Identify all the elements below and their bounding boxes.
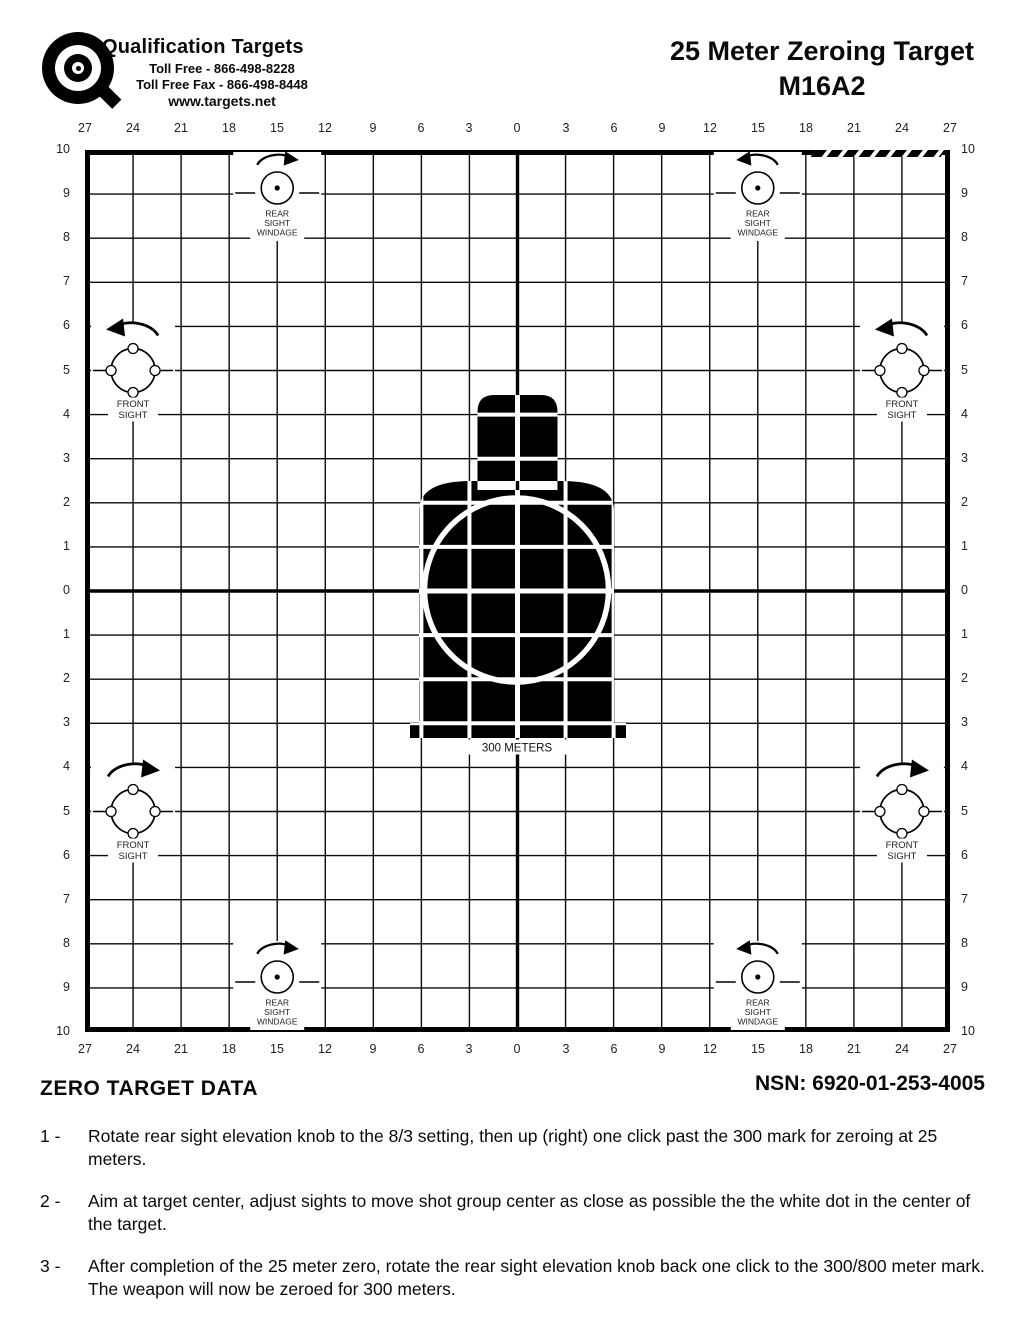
y-axis-label: 7 xyxy=(961,274,968,288)
y-axis-label: 4 xyxy=(63,759,70,773)
y-axis-label: 9 xyxy=(63,186,70,200)
y-axis-label: 6 xyxy=(961,848,968,862)
dial-label: SIGHT xyxy=(744,1007,771,1017)
dial-label: SIGHT xyxy=(744,218,771,228)
x-axis-label: 3 xyxy=(562,1042,570,1056)
x-axis-label: 6 xyxy=(610,1042,618,1056)
y-axis-label: 10 xyxy=(961,1024,975,1038)
front-sight-dial-bottom-left xyxy=(91,760,175,863)
y-axis-label: 3 xyxy=(63,715,70,729)
y-axis-label: 2 xyxy=(63,495,70,509)
front-sight-dial-top-left xyxy=(91,319,175,422)
x-axis-label: 6 xyxy=(417,1042,425,1056)
y-axis-label: 2 xyxy=(63,671,70,685)
y-axis-label: 5 xyxy=(63,804,70,818)
y-axis-label: 5 xyxy=(961,363,968,377)
dial-label: FRONT xyxy=(885,840,919,851)
dial-label: FRONT xyxy=(116,399,150,410)
y-axis-label: 8 xyxy=(961,936,968,950)
x-axis-label: 3 xyxy=(562,121,570,135)
instruction-item xyxy=(40,1125,985,1171)
x-axis-label: 24 xyxy=(895,121,909,135)
y-axis-label: 2 xyxy=(961,671,968,685)
x-axis-label: 15 xyxy=(270,121,284,135)
front-sight-dial-top-right xyxy=(860,319,944,422)
title-line-1: 25 Meter Zeroing Target xyxy=(669,36,975,66)
dial-label: REAR xyxy=(745,997,770,1008)
y-axis-label: 6 xyxy=(63,848,70,862)
dial-label: FRONT xyxy=(116,840,150,851)
x-axis-label: 21 xyxy=(847,1042,861,1056)
dial-label: FRONT xyxy=(885,399,919,410)
y-axis-label: 5 xyxy=(63,363,70,377)
instruction-number: 1 - xyxy=(40,1126,61,1146)
x-axis-label: 27 xyxy=(78,121,92,135)
x-axis-label: 21 xyxy=(174,1042,188,1056)
y-axis-label: 10 xyxy=(56,1024,70,1038)
rear-sight-windage-dial-top-left xyxy=(233,151,321,241)
y-axis-label: 7 xyxy=(63,274,70,288)
x-axis-label: 21 xyxy=(174,121,188,135)
dial-label: REAR xyxy=(745,208,770,219)
x-axis-label: 3 xyxy=(465,121,473,135)
dial-label: REAR xyxy=(265,208,290,219)
toll-free-fax-number: Toll Free Fax - 866-498-8448 xyxy=(136,77,308,92)
x-axis-label: 9 xyxy=(658,121,666,135)
y-axis-label: 3 xyxy=(961,451,968,465)
x-axis-label: 27 xyxy=(943,121,957,135)
x-axis-label: 12 xyxy=(703,1042,717,1056)
x-axis-label: 24 xyxy=(895,1042,909,1056)
dial-label: WINDAGE xyxy=(256,1016,298,1027)
y-axis-label: 0 xyxy=(961,583,968,597)
dial-label: SIGHT xyxy=(887,851,917,862)
dial-label: SIGHT xyxy=(264,218,291,228)
x-axis-label: 15 xyxy=(270,1042,284,1056)
x-axis-label: 18 xyxy=(222,1042,236,1056)
website: www.targets.net xyxy=(168,93,276,109)
y-axis-label: 3 xyxy=(961,715,968,729)
instruction-number: 3 - xyxy=(40,1256,61,1276)
x-axis-label: 18 xyxy=(222,121,236,135)
y-axis-label: 10 xyxy=(961,142,975,156)
range-label: 300 METERS xyxy=(481,742,553,755)
y-axis-label: 7 xyxy=(961,892,968,906)
y-axis-label: 7 xyxy=(63,892,70,906)
y-axis-label: 5 xyxy=(961,804,968,818)
x-axis-label: 3 xyxy=(465,1042,473,1056)
y-axis-label: 8 xyxy=(63,936,70,950)
x-axis-label: 9 xyxy=(369,1042,377,1056)
dial-label: SIGHT xyxy=(264,1007,291,1017)
x-axis-label: 0 xyxy=(513,121,521,135)
x-axis-label: 15 xyxy=(751,121,765,135)
zero-target-data-heading: ZERO TARGET DATA xyxy=(40,1077,258,1100)
nsn-number: NSN: 6920-01-253-4005 xyxy=(755,1072,985,1095)
x-axis-label: 12 xyxy=(703,121,717,135)
rear-sight-windage-dial-bottom-left xyxy=(233,940,321,1030)
dial-label: WINDAGE xyxy=(256,227,298,238)
x-axis-label: 0 xyxy=(513,1042,521,1056)
y-axis-label: 2 xyxy=(961,495,968,509)
y-axis-label: 10 xyxy=(56,142,70,156)
y-axis-label: 1 xyxy=(961,539,968,553)
x-axis-label: 15 xyxy=(751,1042,765,1056)
x-axis-label: 6 xyxy=(610,121,618,135)
x-axis-label: 12 xyxy=(318,121,332,135)
company-name: Qualification Targets xyxy=(102,36,304,58)
y-axis-label: 3 xyxy=(63,451,70,465)
x-axis-label: 18 xyxy=(799,1042,813,1056)
x-axis-label: 9 xyxy=(658,1042,666,1056)
y-axis-label: 8 xyxy=(961,230,968,244)
y-axis-label: 9 xyxy=(63,980,70,994)
x-axis-label: 18 xyxy=(799,121,813,135)
rear-sight-windage-dial-bottom-right xyxy=(714,940,802,1030)
dial-label: SIGHT xyxy=(118,851,148,862)
y-axis-label: 4 xyxy=(961,407,968,421)
title-line-2: M16A2 xyxy=(778,71,866,101)
instruction-text: Rotate rear sight elevation knob to the 8/3 setting, then up (right) one click past the 300 mark for zeroing at 25 meters. xyxy=(88,1126,938,1169)
instruction-item xyxy=(40,1255,985,1301)
y-axis-label: 6 xyxy=(961,318,968,332)
instruction-text: After completion of the 25 meter zero, rotate the rear sight elevation knob back one click to the 300/800 meter mark. The weapon will now be zeroed for 300 meters. xyxy=(88,1256,985,1299)
x-axis-label: 27 xyxy=(78,1042,92,1056)
instruction-number: 2 - xyxy=(40,1191,61,1211)
y-axis-label: 8 xyxy=(63,230,70,244)
x-axis-label: 27 xyxy=(943,1042,957,1056)
x-axis-label: 9 xyxy=(369,121,377,135)
y-axis-label: 4 xyxy=(961,759,968,773)
y-axis-label: 1 xyxy=(63,627,70,641)
dial-label: REAR xyxy=(265,997,290,1008)
y-axis-label: 4 xyxy=(63,407,70,421)
dial-label: WINDAGE xyxy=(737,1016,779,1027)
zeroing-grid xyxy=(85,150,950,1032)
x-axis-label: 21 xyxy=(847,121,861,135)
y-axis-label: 6 xyxy=(63,318,70,332)
instruction-item xyxy=(40,1190,985,1236)
y-axis-label: 1 xyxy=(961,627,968,641)
instruction-text: Aim at target center, adjust sights to move shot group center as close as possible the the white dot in the center of the target. xyxy=(88,1191,971,1234)
dial-label: SIGHT xyxy=(887,410,917,421)
y-axis-label: 9 xyxy=(961,186,968,200)
rear-sight-windage-dial-top-right xyxy=(714,151,802,241)
x-axis-label: 6 xyxy=(417,121,425,135)
x-axis-label: 24 xyxy=(126,121,140,135)
y-axis-label: 1 xyxy=(63,539,70,553)
toll-free-number: Toll Free - 866-498-8228 xyxy=(149,61,295,76)
y-axis-label: 0 xyxy=(63,583,70,597)
front-sight-dial-bottom-right xyxy=(860,760,944,863)
x-axis-label: 12 xyxy=(318,1042,332,1056)
dial-label: SIGHT xyxy=(118,410,148,421)
x-axis-label: 24 xyxy=(126,1042,140,1056)
page-title xyxy=(622,34,1022,104)
dial-label: WINDAGE xyxy=(737,227,779,238)
y-axis-label: 9 xyxy=(961,980,968,994)
